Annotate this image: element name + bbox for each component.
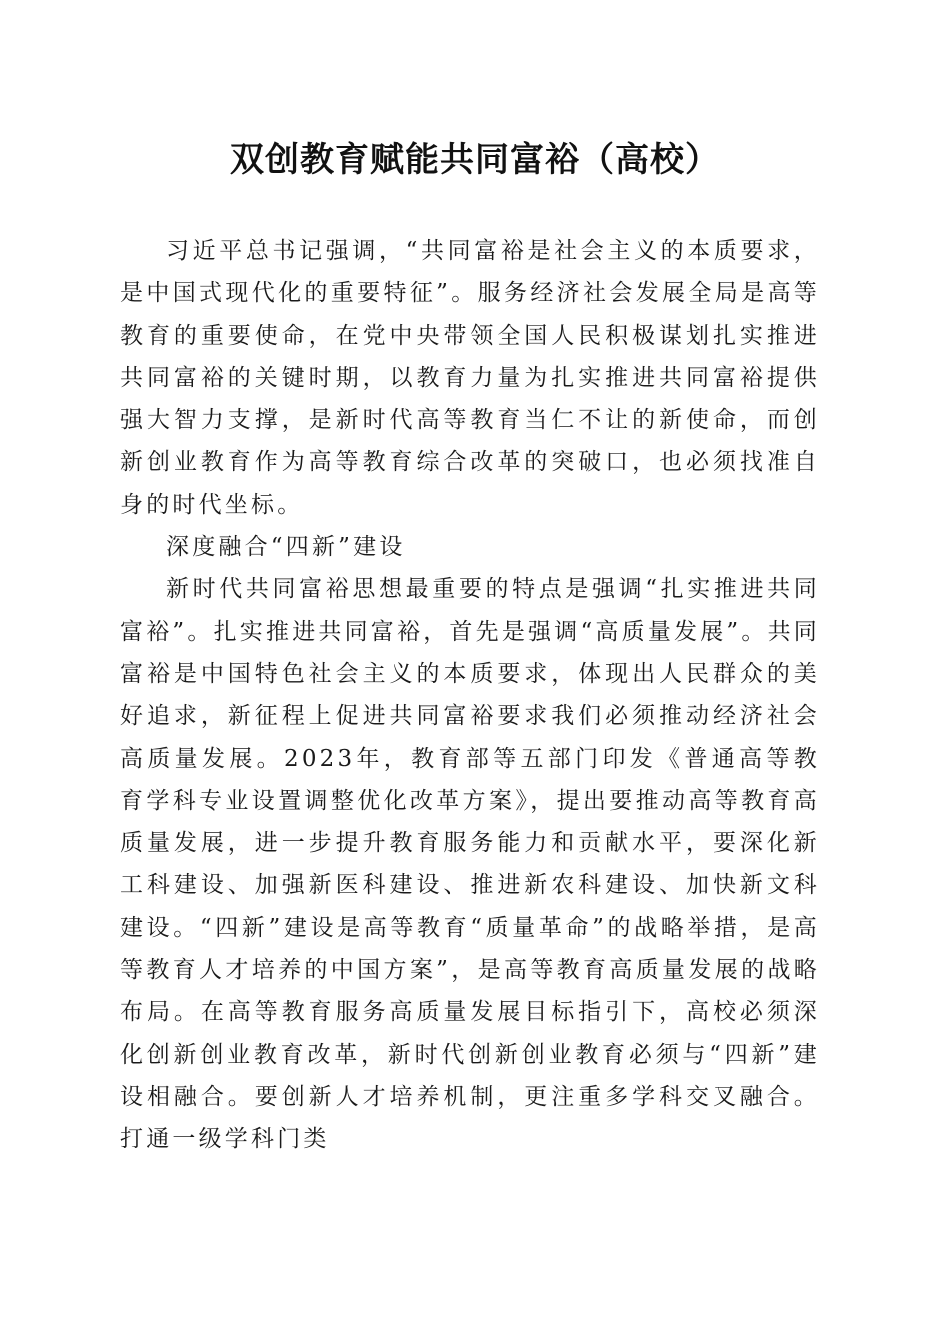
document-title: 双创教育赋能共同富裕（高校）: [230, 140, 720, 180]
paragraph-intro: 习近平总书记强调，“共同富裕是社会主义的本质要求，是中国式现代化的重要特征”。服务经济社会发展全局是高等教育的重要使命，在党中央带领全国人民积极谋划扎实推进共同富裕的关键时期，以教育力量为扎实推进共同富裕提供强大智力支撑，是新时代高等教育当仁不让的新使命，而创新创业教育作为高等教育综合改革的突破口，也必须找准自身的时代坐标。: [120, 238, 820, 518]
paragraph-body: 新时代共同富裕思想最重要的特点是强调“扎实推进共同富裕”。扎实推进共同富裕，首先是强调“高质量发展”。共同富裕是中国特色社会主义的本质要求，体现出人民群众的美好追求，新征程上促进共同富裕要求我们必须推动经济社会高质量发展。2023年，教育部等五部门印发《普通高等教育学科专业设置调整优化改革方案》，提出要推动高等教育高质量发展，进一步提升教育服务能力和贡献水平，要深化新工科建设、加强新医科建设、推进新农科建设、加快新文科建设。“四新”建设是高等教育“质量革命”的战略举措，是高等教育人才培养的中国方案”，是高等教育高质量发展的战略布局。在高等教育服务高质量发展目标指引下，高校必须深化创新创业教育改革，新时代创新创业教育必须与“四新”建设相融合。要创新人才培养机制，更注重多学科交叉融合。打通一级学科门类: [120, 576, 820, 1153]
section-heading: 深度融合“四新”建设: [166, 534, 406, 561]
document-body: [120, 230, 820, 1161]
